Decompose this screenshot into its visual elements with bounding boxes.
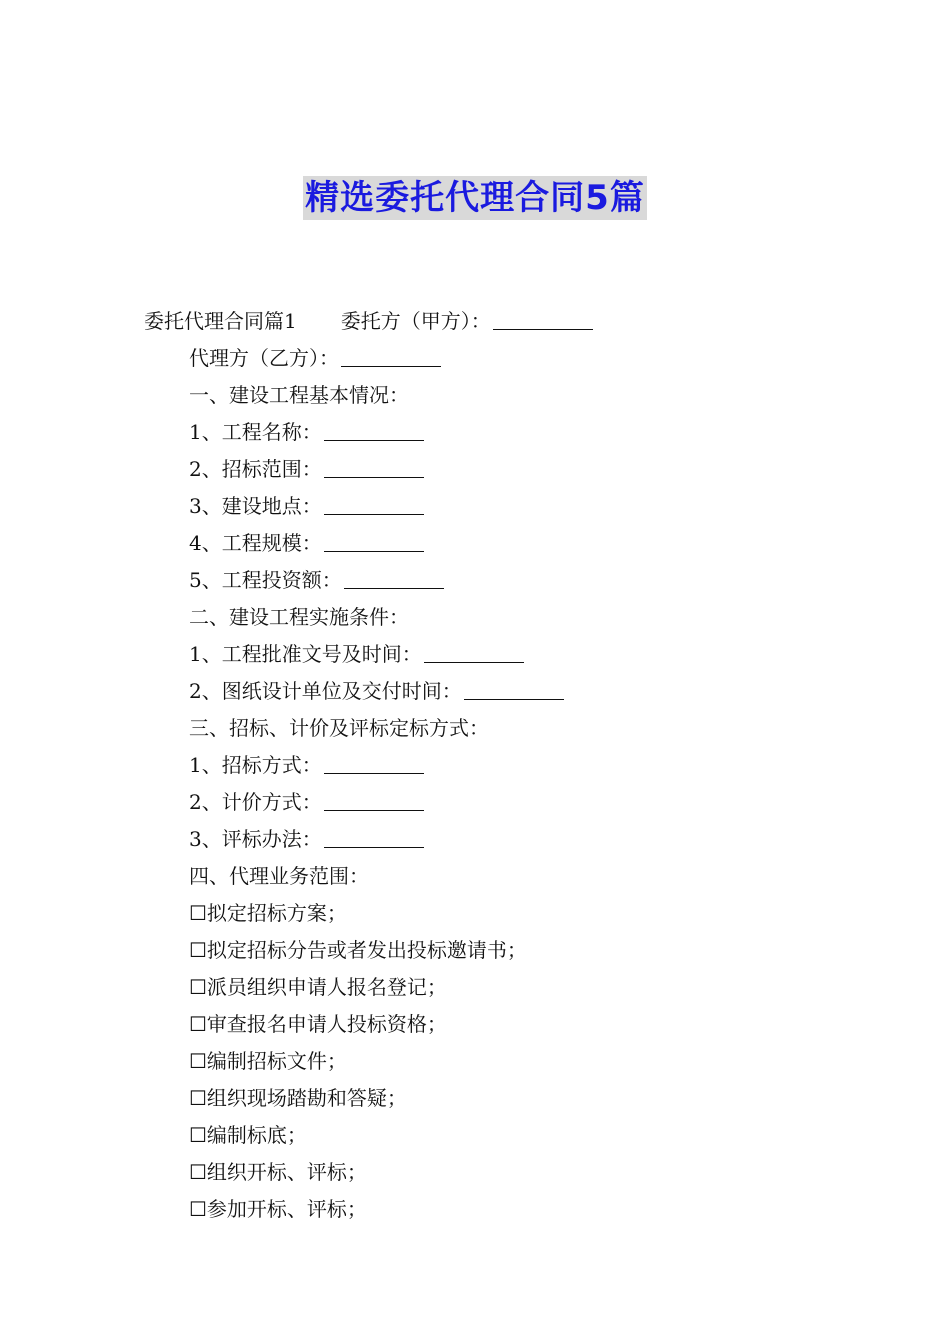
checkbox-list-item xyxy=(189,1010,564,1047)
fill-in-blank xyxy=(324,790,424,811)
checkbox-list-item xyxy=(189,1047,564,1084)
line-text: 4、工程规模： xyxy=(189,531,322,555)
fill-in-blank xyxy=(324,753,424,774)
line-text: ☐审查报名申请人投标资格； xyxy=(189,1012,447,1036)
contract-body xyxy=(189,344,564,1232)
line-text: ☐派员组织申请人报名登记； xyxy=(189,975,447,999)
document-line xyxy=(189,825,564,862)
fill-in-blank xyxy=(344,568,444,589)
document-line xyxy=(189,603,564,640)
document-line xyxy=(189,714,564,751)
first-line xyxy=(144,307,593,335)
fill-in-blank xyxy=(324,531,424,552)
document-line xyxy=(189,677,564,714)
line-text: 2、招标范围： xyxy=(189,457,322,481)
line-text: 1、工程批准文号及时间： xyxy=(189,642,422,666)
document-line xyxy=(189,751,564,788)
document-line xyxy=(189,529,564,566)
document-line xyxy=(189,344,564,381)
line-text: ☐拟定招标方案； xyxy=(189,901,347,925)
party-a-blank xyxy=(493,309,593,330)
fill-in-blank xyxy=(464,679,564,700)
document-line xyxy=(189,418,564,455)
line-text: 代理方（乙方）： xyxy=(189,346,339,370)
line-text: 3、评标办法： xyxy=(189,827,322,851)
fill-in-blank xyxy=(324,494,424,515)
document-title: 精选委托代理合同5篇 xyxy=(305,178,645,218)
fill-in-blank xyxy=(424,642,524,663)
line-text: ☐参加开标、评标； xyxy=(189,1197,367,1221)
fill-in-blank xyxy=(341,346,441,367)
document-line xyxy=(189,381,564,418)
line-text: 二、建设工程实施条件： xyxy=(189,605,409,629)
line-text: 1、工程名称： xyxy=(189,420,322,444)
checkbox-list-item xyxy=(189,1195,564,1232)
line-text: ☐组织开标、评标； xyxy=(189,1160,367,1184)
fill-in-blank xyxy=(324,457,424,478)
line-text: 三、招标、计价及评标定标方式： xyxy=(189,716,489,740)
line-text: 一、建设工程基本情况： xyxy=(189,383,409,407)
checkbox-list-item xyxy=(189,973,564,1010)
document-line xyxy=(189,492,564,529)
document-line xyxy=(189,640,564,677)
party-a-label: 委托方（甲方）： xyxy=(340,309,491,333)
line-text: ☐拟定招标分告或者发出投标邀请书； xyxy=(189,938,527,962)
document-line xyxy=(189,788,564,825)
fill-in-blank xyxy=(324,827,424,848)
fill-in-blank xyxy=(324,420,424,441)
title-container xyxy=(0,176,950,220)
document-line xyxy=(189,455,564,492)
checkbox-list-item xyxy=(189,899,564,936)
checkbox-list-item xyxy=(189,1084,564,1121)
line-text: 2、图纸设计单位及交付时间： xyxy=(189,679,462,703)
checkbox-list-item xyxy=(189,1121,564,1158)
checkbox-list-item xyxy=(189,1158,564,1195)
line-text: ☐编制招标文件； xyxy=(189,1049,347,1073)
line-text: ☐组织现场踏勘和答疑； xyxy=(189,1086,407,1110)
line-text: 5、工程投资额： xyxy=(189,568,342,592)
document-line xyxy=(189,862,564,899)
line-text: 3、建设地点： xyxy=(189,494,322,518)
line-text: ☐编制标底； xyxy=(189,1123,307,1147)
document-line xyxy=(189,566,564,603)
contract-heading: 委托代理合同篇1 xyxy=(144,309,297,333)
line-text: 2、计价方式： xyxy=(189,790,322,814)
line-text: 四、代理业务范围： xyxy=(189,864,369,888)
checkbox-list-item xyxy=(189,936,564,973)
line-text: 1、招标方式： xyxy=(189,753,322,777)
